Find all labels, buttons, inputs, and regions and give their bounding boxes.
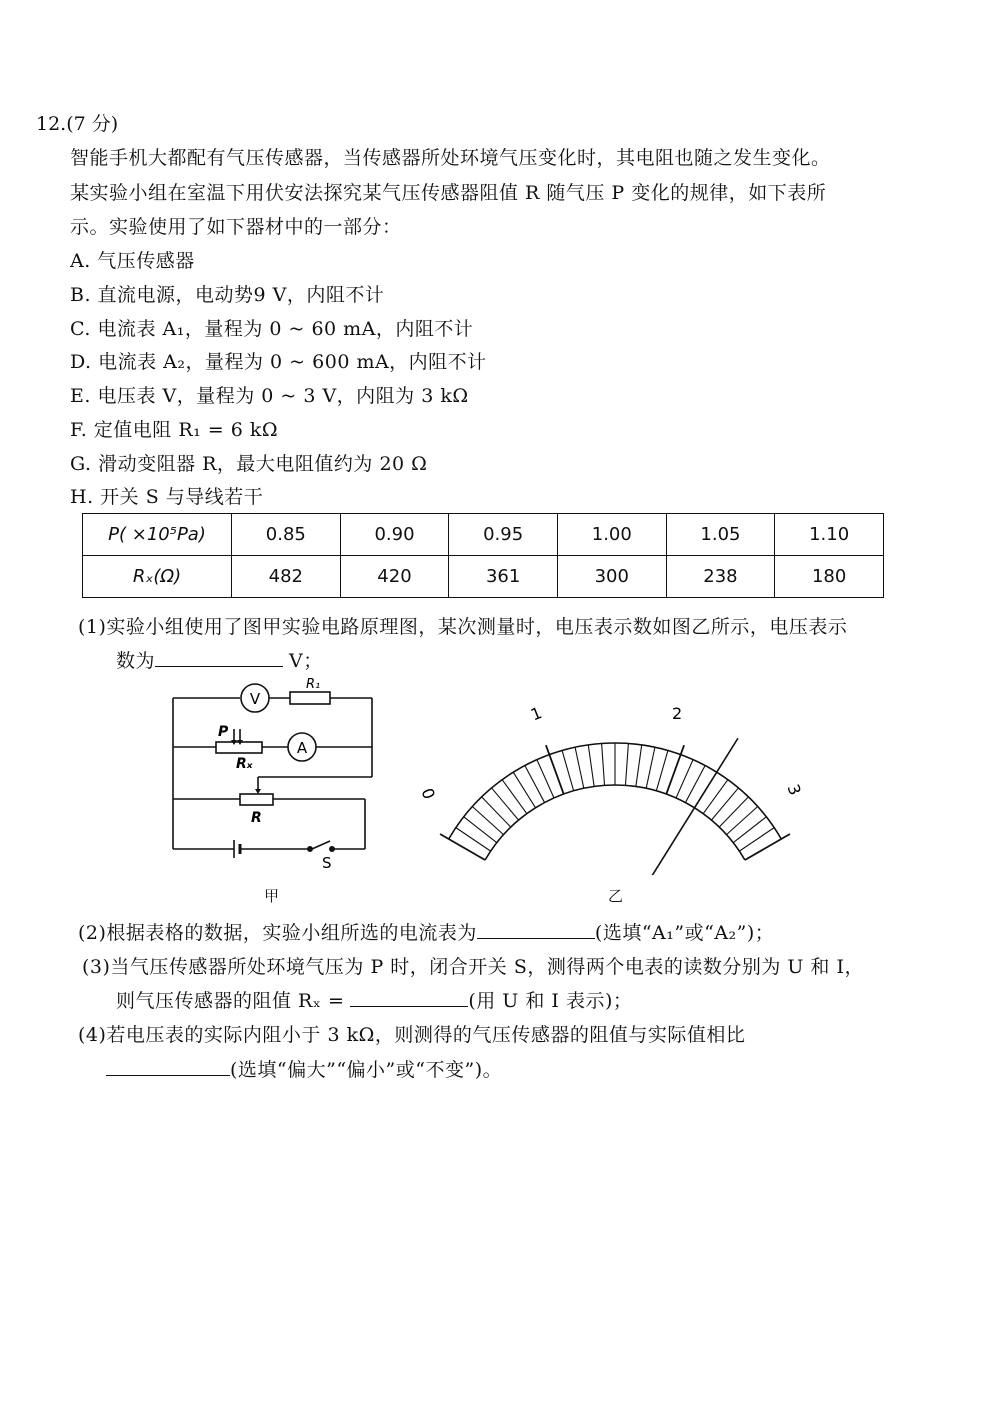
question-score: (7 分) — [66, 113, 119, 135]
option-g: G. 滑动变阻器 R，最大电阻值约为 20 Ω — [70, 453, 428, 475]
dial-tick — [602, 743, 605, 785]
table-cell: 1.10 — [775, 514, 884, 556]
dial-tick — [513, 772, 535, 808]
table-cell: 0.95 — [449, 514, 558, 556]
dial-tick — [482, 797, 511, 827]
q1-line-1: (1)实验小组使用了图甲实验电路原理图，某次测量时，电压表示数如图乙所示，电压表示 — [78, 616, 848, 638]
dial-tick — [733, 817, 766, 843]
pressure-resistance-table — [82, 513, 884, 598]
pressure-header: P( ×10⁵Pa) — [83, 514, 232, 556]
q1-prefix: 数为 — [116, 650, 156, 672]
dial-tick — [739, 828, 774, 851]
table-cell: 420 — [340, 556, 449, 598]
p-label: P — [218, 724, 229, 740]
question-number-label: 12. — [36, 113, 67, 135]
q4-line-1: (4)若电压表的实际内阻小于 3 kΩ，则测得的气压传感器的阻值与实际值相比 — [78, 1024, 746, 1046]
question-number — [36, 109, 118, 136]
q2-suffix: (选填“A₁”或“A₂”)； — [594, 922, 775, 944]
scale-label-3: 3 — [783, 781, 805, 798]
rx-label: Rₓ — [236, 756, 253, 772]
dial-tick — [625, 743, 628, 785]
answer-blank-4[interactable] — [106, 1057, 230, 1076]
option-e: E. 电压表 V，量程为 0 ~ 3 V，内阻为 3 kΩ — [70, 385, 469, 407]
q2-line — [78, 918, 774, 945]
option-f: F. 定值电阻 R₁ = 6 kΩ — [70, 419, 279, 441]
dial-tick — [562, 750, 574, 790]
r-label: R — [251, 810, 262, 826]
resistance-header: Rₓ(Ω) — [83, 556, 232, 598]
option-b: B. 直流电源，电动势9 V，内阻不计 — [70, 284, 385, 306]
table-cell: 0.90 — [340, 514, 449, 556]
dial-tick — [719, 797, 748, 827]
dial-tick — [456, 828, 491, 851]
q3-suffix: (用 U 和 I 表示)； — [468, 990, 633, 1012]
dial-tick — [656, 750, 668, 790]
intro-line-3: 示。实验使用了如下器材中的一部分： — [70, 216, 402, 238]
q3-prefix: 则气压传感器的阻值 Rₓ = — [116, 990, 345, 1012]
dial-tick — [588, 745, 594, 787]
switch-label: S — [322, 854, 332, 872]
dial-tick — [703, 780, 728, 814]
voltmeter-label: V — [249, 690, 261, 708]
table-cell: 1.05 — [666, 514, 775, 556]
dial-inner-arc — [485, 785, 745, 860]
dial-tick — [726, 807, 757, 835]
dial-tick — [440, 834, 485, 860]
dial-tick — [502, 780, 527, 814]
q2-prefix: (2)根据表格的数据，实验小组所选的电流表为 — [78, 922, 477, 944]
figure-yi-caption: 乙 — [608, 887, 624, 905]
dial-tick — [472, 807, 503, 835]
table-cell: 300 — [557, 556, 666, 598]
circuit-diagram — [160, 668, 390, 900]
option-d: D. 电流表 A₂，量程为 0 ~ 600 mA，内阻不计 — [70, 351, 487, 373]
table-row — [83, 556, 884, 598]
table-cell: 482 — [232, 556, 341, 598]
intro-line-1: 智能手机大都配有气压传感器，当传感器所处环境气压变化时，其电阻也随之发生变化。 — [70, 147, 831, 169]
table-row — [83, 514, 884, 556]
q4-suffix: (选填“偏大”“偏小”或“不变”)。 — [230, 1059, 503, 1081]
dial-tick — [646, 747, 655, 788]
table-cell: 238 — [666, 556, 775, 598]
dial-tick — [492, 788, 519, 820]
answer-blank-3[interactable] — [350, 988, 468, 1007]
intro-line-2: 某实验小组在室温下用伏安法探究某气压传感器阻值 R 随气压 P 变化的规律，如下表所 — [70, 182, 827, 204]
option-c: C. 电流表 A₁，量程为 0 ~ 60 mA，内阻不计 — [70, 318, 474, 340]
dial-tick — [464, 817, 497, 843]
answer-blank-2[interactable] — [477, 920, 595, 939]
table-cell: 361 — [449, 556, 558, 598]
dial-tick — [575, 747, 584, 788]
ammeter-label: A — [296, 739, 308, 757]
voltmeter-dial — [415, 695, 815, 875]
scale-label-2: 2 — [672, 704, 683, 723]
r1-label: R₁ — [306, 677, 321, 692]
scale-label-0: 0 — [417, 785, 439, 802]
q1-suffix: V； — [289, 650, 323, 672]
option-h: H. 开关 S 与导线若干 — [70, 486, 264, 508]
table-cell: 0.85 — [232, 514, 341, 556]
q3-line-1: (3)当气压传感器所处环境气压为 P 时，闭合开关 S，测得两个电表的读数分别为 U 和 I， — [82, 956, 864, 978]
table-cell: 180 — [775, 556, 884, 598]
dial-tick — [745, 834, 790, 860]
q4-line-2 — [106, 1055, 502, 1082]
scale-label-1: 1 — [528, 703, 545, 725]
table-cell: 1.00 — [557, 514, 666, 556]
figure-jia-caption: 甲 — [264, 887, 280, 905]
option-a: A. 气压传感器 — [70, 250, 195, 272]
q3-line-2 — [116, 986, 632, 1013]
answer-blank-1[interactable] — [155, 648, 283, 667]
dial-tick — [636, 745, 642, 787]
dial-tick — [711, 788, 738, 820]
